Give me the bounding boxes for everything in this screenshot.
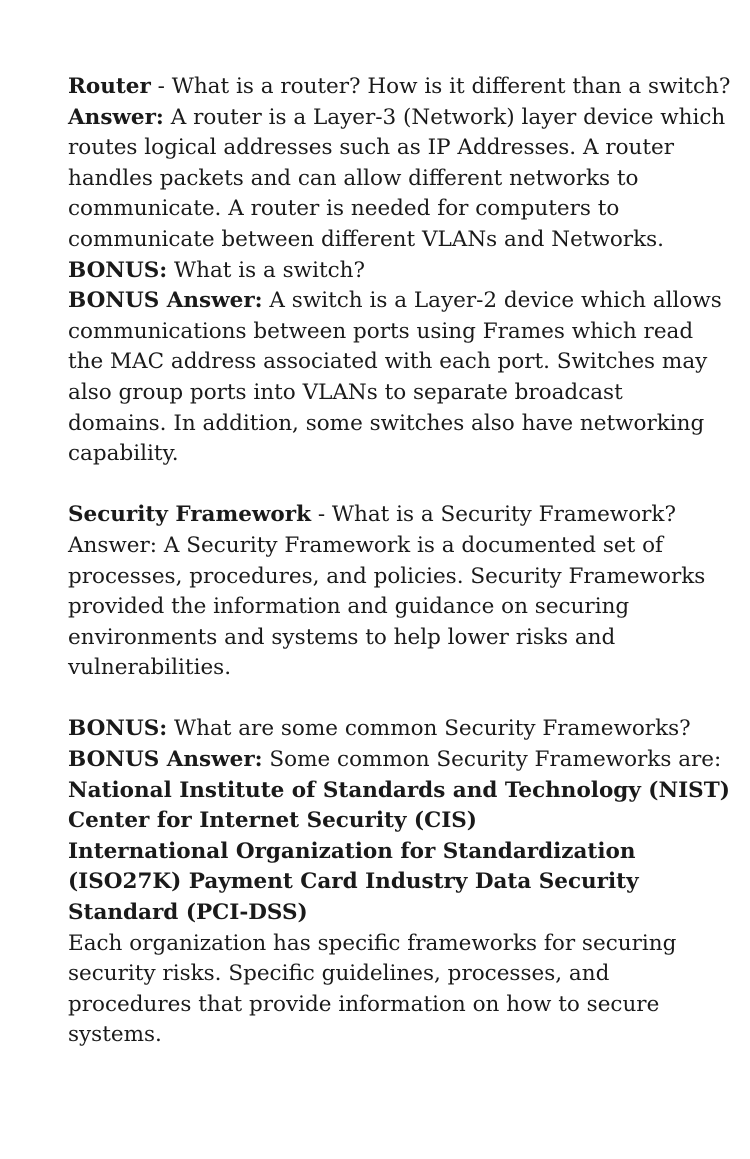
switch-bonus-answer-line [68, 286, 722, 317]
switch-bonus-answer-text: the MAC address associated with each port. Switches may [68, 349, 708, 375]
framework-list-item: (ISO27K) Payment Card Industry Data Security [68, 869, 639, 895]
switch-bonus-question-line [68, 256, 698, 287]
router-term: Router [68, 74, 151, 99]
security-framework-term: Security Framework [68, 502, 311, 528]
switch-bonus-label: BONUS: [68, 257, 168, 283]
paragraph-gap [68, 684, 698, 715]
frameworks-bonus-answer-line [68, 745, 722, 776]
frameworks-closing-text: procedures that provide information on how to secure [68, 991, 660, 1017]
switch-bonus-answer-text: domains. In addition, some switches also have networking [68, 410, 705, 436]
router-answer-text: routes logical addresses such as IP Addresses. A router [68, 135, 675, 161]
frameworks-bonus-answer-label: BONUS Answer: [68, 747, 263, 773]
paragraph-gap [68, 470, 698, 501]
security-framework-question-line [68, 500, 698, 531]
router-answer-text: communicate between different VLANs and Networks. [68, 226, 664, 252]
router-question: - What is a router? How is it different than a switch? [150, 74, 731, 99]
switch-bonus-question: What is a switch? [167, 257, 366, 283]
frameworks-bonus-section [68, 714, 730, 1051]
router-question-line [68, 72, 731, 103]
frameworks-closing-text: security risks. Specific guidelines, processes, and [68, 961, 610, 987]
switch-bonus-answer-text: A switch is a Layer-2 device which allows [262, 288, 722, 314]
framework-list-item: Center for Internet Security (CIS) [68, 808, 477, 834]
security-framework-answer-text: processes, procedures, and policies. Security Frameworks [68, 563, 706, 589]
router-answer-text: A router is a Layer-3 (Network) layer device which [163, 104, 726, 130]
switch-bonus-answer-text: also group ports into VLANs to separate broadcast [68, 379, 623, 405]
frameworks-bonus-question: What are some common Security Frameworks? [167, 716, 691, 742]
security-framework-section [68, 500, 706, 684]
frameworks-closing-text: Each organization has specific frameworks for securing [68, 930, 677, 956]
framework-list-item: International Organization for Standardization [68, 838, 636, 864]
switch-bonus-answer-label: BONUS Answer: [68, 288, 263, 314]
router-answer-label: Answer: [68, 104, 164, 130]
framework-list-item: Standard (PCI-DSS) [68, 900, 308, 926]
router-answer-line [68, 103, 726, 134]
router-answer-text: handles packets and can allow different networks to [68, 165, 639, 191]
frameworks-bonus-answer-text: Some common Security Frameworks are: [262, 747, 722, 773]
switch-bonus-answer-text: communications between ports using Frames which read [68, 318, 694, 344]
frameworks-closing-text: systems. [68, 1022, 162, 1048]
security-framework-question: - What is a Security Framework? [310, 502, 676, 528]
frameworks-bonus-question-line [68, 714, 698, 745]
router-answer-text: communicate. A router is needed for computers to [68, 196, 620, 222]
router-section [68, 72, 731, 470]
security-framework-answer-text: Answer: A Security Framework is a documented set of [68, 532, 664, 558]
security-framework-answer-text: provided the information and guidance on securing [68, 594, 630, 620]
security-framework-answer-text: vulnerabilities. [68, 655, 232, 681]
frameworks-bonus-label: BONUS: [68, 716, 168, 742]
security-framework-answer-text: environments and systems to help lower risks and [68, 624, 616, 650]
document-page [68, 72, 731, 1051]
framework-list-item: National Institute of Standards and Technology (NIST) [68, 777, 730, 803]
switch-bonus-answer-text: capability. [68, 441, 179, 467]
